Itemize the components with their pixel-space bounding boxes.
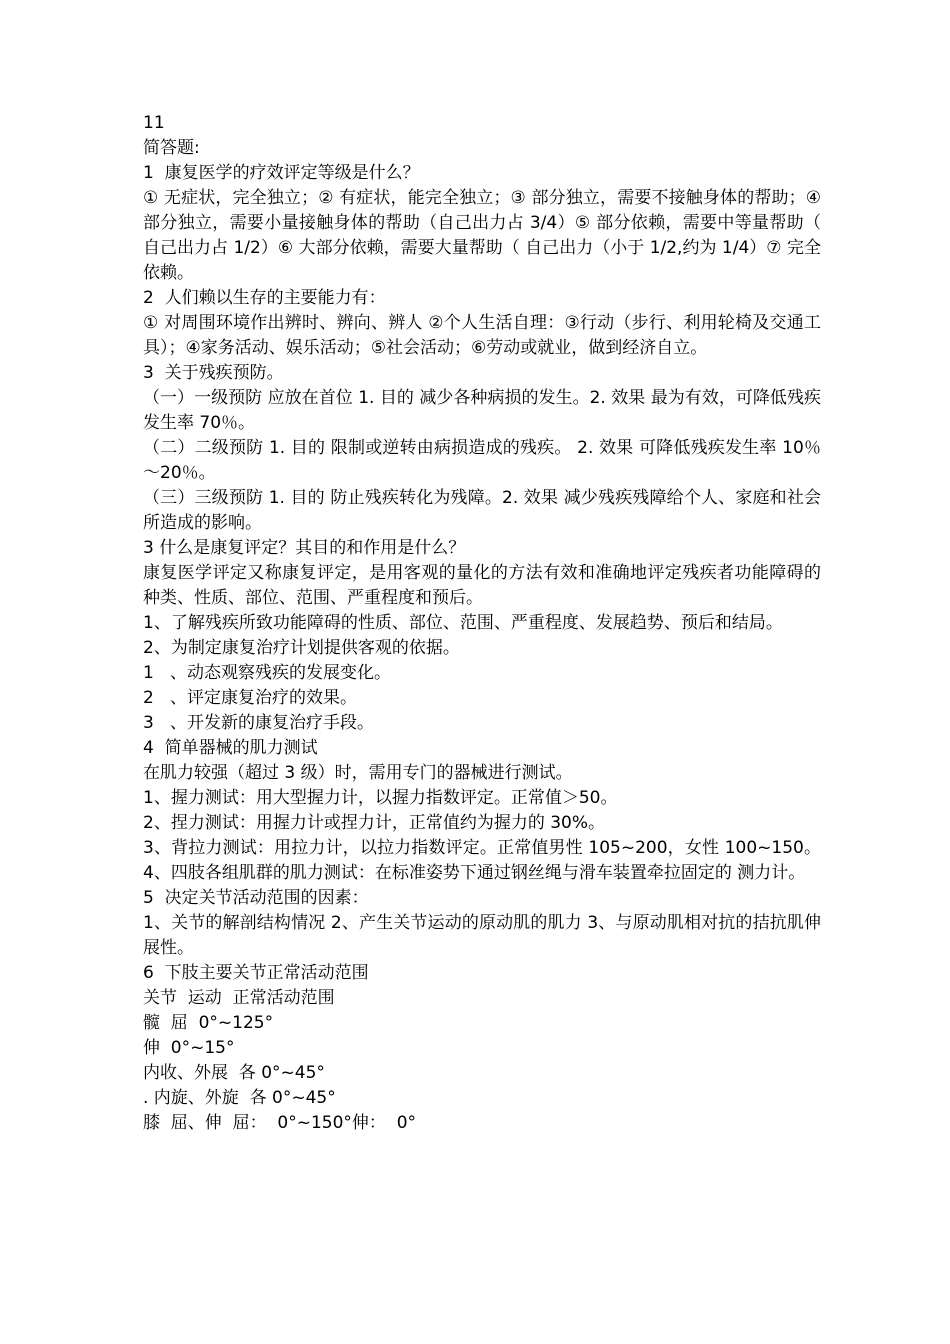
- assessment-role-2: 2 、评定康复治疗的效果。: [143, 688, 358, 708]
- assessment-purpose-2: 2、为制定康复治疗计划提供客观的依据。: [143, 638, 460, 658]
- question-4-title: 4 简单器械的肌力测试: [143, 738, 318, 758]
- assessment-purpose-1: 1、了解残疾所致功能障碍的性质、部位、范围、严重程度、发展趋势、预后和结局。: [143, 613, 783, 633]
- question-1-title: 1 康复医学的疗效评定等级是什么？: [143, 163, 420, 183]
- question-6-title: 6 下肢主要关节正常活动范围: [143, 963, 369, 983]
- range-row-adduction-abduction: 内收、外展 各 0°~45°: [143, 1063, 325, 1083]
- primary-prevention: （一）一级预防 应放在首位 1. 目的 减少各种病损的发生。2. 效果 最为有效，可降低残疾发生率 70％。: [143, 388, 821, 433]
- question-2-answer: ① 对周围环境作出辨时、辨向、辨人 ②个人生活自理：③行动（步行、利用轮椅及交通工具）；④家务活动、娱乐活动；⑤社会活动；⑥劳动或就业，做到经济自立。: [143, 313, 821, 358]
- question-2-title: 2 人们赖以生存的主要能力有：: [143, 288, 386, 308]
- assessment-role-3: 3 、开发新的康复治疗手段。: [143, 713, 375, 733]
- secondary-prevention: （二）二级预防 1. 目的 限制或逆转由病损造成的残疾。 2. 效果 可降低残疾发生率 10％～20％。: [143, 438, 821, 483]
- grip-strength-test: 1、握力测试：用大型握力计，以握力指数评定。正常值＞50。: [143, 788, 618, 808]
- question-3-title: 3 关于残疾预防。: [143, 363, 284, 383]
- rehab-assessment-definition: 康复医学评定又称康复评定，是用客观的量化的方法有效和准确地评定残疾者功能障碍的种类、性质、部位、范围、严重程度和预后。: [143, 563, 821, 608]
- document-body: [143, 111, 821, 1136]
- range-row-knee: 膝 屈、伸 屈： 0°~150°伸： 0°: [143, 1113, 417, 1133]
- question-1-answer: ① 无症状，完全独立；② 有症状，能完全独立；③ 部分独立，需要不接触身体的帮助；④ 部分独立，需要小量接触身体的帮助（自己出力占 3/4）⑤ 部分依赖，需要中等量帮助（ 自己出力占 1/2）⑥ 大部分依赖，需要大量帮助（ 自己出力（小于 1/2,约为 1/4）⑦ 完全依赖。: [143, 188, 821, 283]
- section-title: 简答题:: [143, 138, 200, 158]
- page-number: 11: [143, 113, 165, 133]
- question-5-title: 5 决定关节活动范围的因素：: [143, 888, 369, 908]
- assessment-role-1: 1 、动态观察残疾的发展变化。: [143, 663, 392, 683]
- strength-test-intro: 在肌力较强（超过 3 级）时，需用专门的器械进行测试。: [143, 763, 573, 783]
- range-row-rotation: . 内旋、外旋 各 0°~45°: [143, 1088, 336, 1108]
- pinch-strength-test: 2、捏力测试：用握力计或捏力计，正常值约为握力的 30%。: [143, 813, 606, 833]
- range-row-extension: 伸 0°~15°: [143, 1038, 235, 1058]
- back-strength-test: 3、背拉力测试：用拉力计，以拉力指数评定。正常值男性 105~200，女性 100~150。 4、四肢各组肌群的肌力测试：在标准姿势下通过钢丝绳与滑车装置牵拉固定的 测力计。: [143, 838, 821, 883]
- tertiary-prevention: （三）三级预防 1. 目的 防止残疾转化为残障。2. 效果 减少残疾残障给个人、家庭和社会所造成的影响。: [143, 488, 821, 533]
- question-3b-title: 3 什么是康复评定？其目的和作用是什么？: [143, 538, 466, 558]
- question-5-answer: 1、关节的解剖结构情况 2、产生关节运动的原动肌的肌力 3、与原动肌相对抗的拮抗肌伸展性。: [143, 913, 821, 958]
- range-row-hip-flexion: 髋 屈 0°~125°: [143, 1013, 274, 1033]
- range-table-header: 关节 运动 正常活动范围: [143, 988, 335, 1008]
